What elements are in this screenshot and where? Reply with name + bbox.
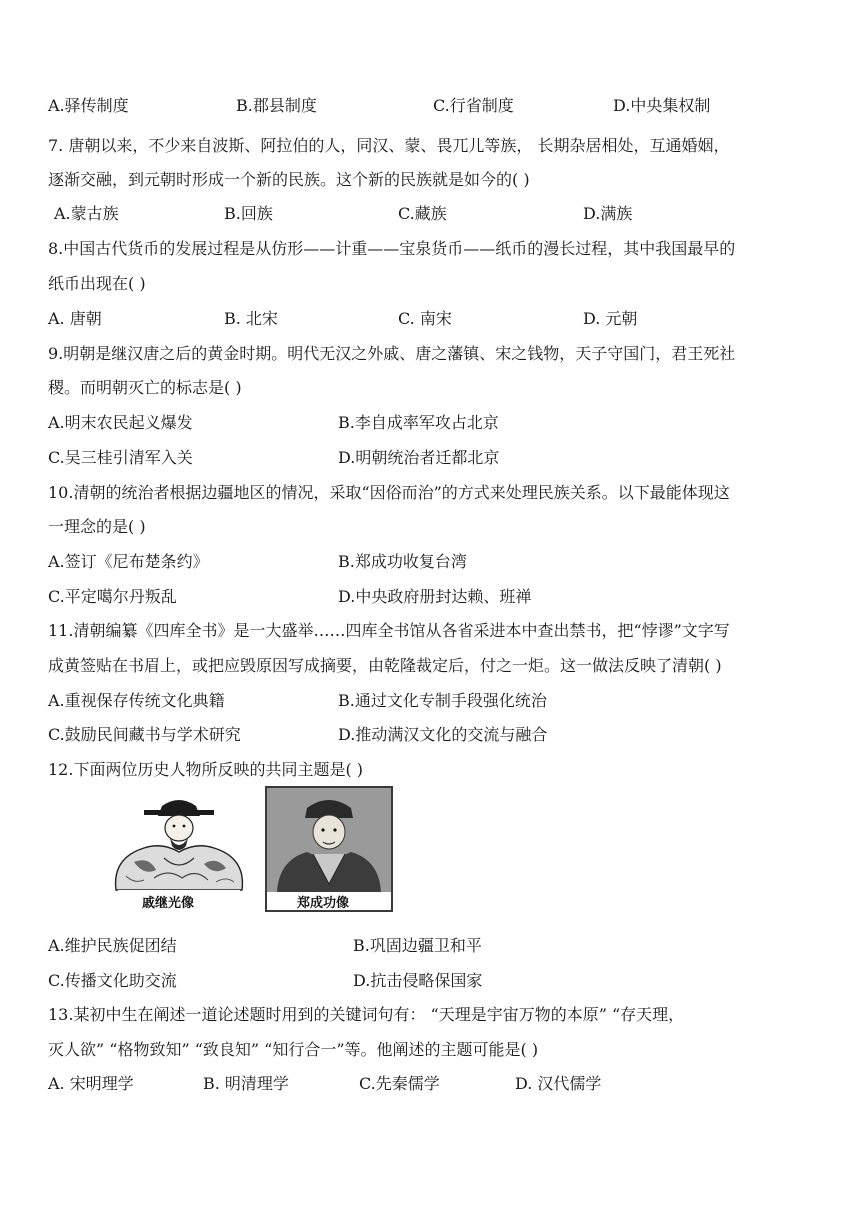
zheng-chenggong-caption: 郑成功像 [297,896,350,911]
q10-option-b[interactable]: B.郑成功收复台湾 [338,552,467,571]
q13-stem-line-1: 13.某初中生在阐述一道论述题时用到的关键词句有： “天理是宇宙万物的本原” “存天理， [48,1005,685,1024]
q7-stem-line-1: 7. 唐朝以来，不少来自波斯、阿拉伯的人，同汉、蒙、畏兀儿等族， 长期杂居相处，互通婚姻， [48,136,730,155]
q7-option-c[interactable]: C.藏族 [398,204,447,223]
q11-stem-line-2: 成黄签贴在书眉上，或把应毁原因写成摘要，由乾隆裁定后，付之一炬。这一做法反映了清朝( ) [48,656,722,675]
q9-option-a[interactable]: A.明末农民起义爆发 [48,413,193,432]
q11-option-c[interactable]: C.鼓励民间藏书与学术研究 [48,725,241,744]
q9-stem-line-1: 9.明朝是继汉唐之后的黄金时期。明代无汉之外戚、唐之藩镇、宋之钱物，天子守国门，君王死社 [48,344,736,363]
q9-option-b[interactable]: B.李自成率军攻占北京 [338,413,499,432]
q8-option-a[interactable]: A. 唐朝 [48,309,102,328]
q8-stem-line-2: 纸币出现在( ) [48,274,146,293]
q9-stem-line-2: 稷。而明朝灭亡的标志是( ) [48,378,242,397]
q6-option-c[interactable]: C.行省制度 [433,96,514,115]
qi-jiguang-caption: 戚继光像 [142,896,195,911]
q6-option-b[interactable]: B.郡县制度 [236,96,317,115]
q13-option-b[interactable]: B. 明清理学 [203,1074,289,1093]
q9-option-c[interactable]: C.吴三桂引清军入关 [48,448,193,467]
q8-option-c[interactable]: C. 南宋 [398,309,452,328]
q11-stem-line-1: 11.清朝编纂《四库全书》是一大盛举……四库全书馆从各省采进本中查出禁书，把“悖谬”文字写 [48,621,730,640]
q10-option-d[interactable]: D.中央政府册封达赖、班禅 [338,587,532,606]
q12-option-a[interactable]: A.维护民族促团结 [48,936,177,955]
q12-stem-line-1: 12.下面两位历史人物所反映的共同主题是( ) [48,760,364,779]
q13-option-c[interactable]: C.先秦儒学 [359,1074,440,1093]
q6-option-d[interactable]: D.中央集权制 [613,96,711,115]
q12-option-b[interactable]: B.巩固边疆卫和平 [353,936,482,955]
q12-option-c[interactable]: C.传播文化助交流 [48,971,177,990]
q8-option-b[interactable]: B. 北宋 [224,309,278,328]
qi-jiguang-portrait [104,792,254,914]
q10-option-a[interactable]: A.签订《尼布楚条约》 [48,552,209,571]
q11-option-b[interactable]: B.通过文化专制手段强化统治 [338,691,547,710]
q6-option-a[interactable]: A.驿传制度 [48,96,129,115]
q12-option-d[interactable]: D.抗击侵略保国家 [353,971,483,990]
q8-stem-line-1: 8.中国古代货币的发展过程是从仿形——计重——宝泉货币——纸币的漫长过程，其中我国最早的 [48,239,736,258]
q10-option-c[interactable]: C.平定噶尔丹叛乱 [48,587,177,606]
q7-stem-line-2: 逐渐交融，到元朝时形成一个新的民族。这个新的民族就是如今的( ) [48,170,530,189]
q9-option-d[interactable]: D.明朝统治者迁都北京 [338,448,500,467]
q11-option-d[interactable]: D.推动满汉文化的交流与融合 [338,725,548,744]
q7-option-d[interactable]: D.满族 [583,204,633,223]
q7-option-b[interactable]: B.回族 [224,204,273,223]
zheng-chenggong-portrait [265,786,393,912]
q7-option-a[interactable]: A.蒙古族 [54,204,119,223]
q10-stem-line-1: 10.清朝的统治者根据边疆地区的情况，采取“因俗而治”的方式来处理民族关系。以下最能体现这 [48,483,730,502]
q10-stem-line-2: 一理念的是( ) [48,517,146,536]
q13-option-a[interactable]: A. 宋明理学 [48,1074,134,1093]
q11-option-a[interactable]: A.重视保存传统文化典籍 [48,691,225,710]
q8-option-d[interactable]: D. 元朝 [583,309,638,328]
zheng-chenggong-figure [267,788,391,892]
q13-stem-line-2: 灭人欲” “格物致知” “致良知” “知行合一”等。他阐述的主题可能是( ) [48,1040,539,1059]
q13-option-d[interactable]: D. 汉代儒学 [515,1074,602,1093]
